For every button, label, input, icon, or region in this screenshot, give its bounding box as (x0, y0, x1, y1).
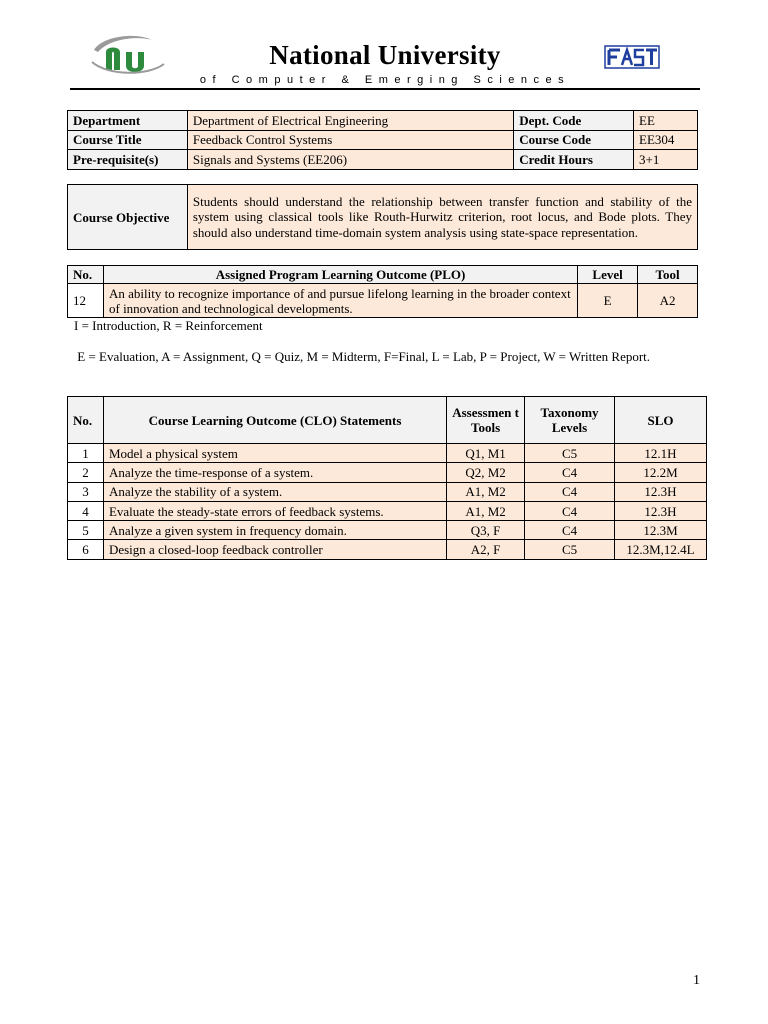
table-header-row (68, 397, 707, 444)
clo-tools: Q3, F (447, 521, 525, 540)
clo-slo: 12.3M (615, 521, 707, 540)
clo-table (67, 396, 707, 560)
clo-level: C4 (525, 521, 615, 540)
clo-tools: A1, M2 (447, 501, 525, 520)
info-label: Pre-requisite(s) (68, 150, 188, 170)
clo-text: Analyze a given system in frequency domain. (103, 521, 446, 540)
course-info-table (67, 110, 698, 170)
clo-slo: 12.3H (615, 482, 707, 501)
clo-tools: A2, F (447, 540, 525, 559)
info-value: EE304 (634, 130, 698, 150)
clo-slo: 12.3H (615, 501, 707, 520)
clo-level: C5 (525, 540, 615, 559)
clo-text: Model a physical system (103, 444, 446, 463)
clo-slo: 12.2M (615, 463, 707, 482)
clo-number: 1 (68, 444, 104, 463)
table-row (68, 482, 707, 501)
clo-slo: 12.3M,12.4L (615, 540, 707, 559)
column-header: Assessmen t Tools (447, 397, 525, 444)
table-row (68, 111, 698, 131)
plo-level: E (578, 284, 638, 318)
clo-text: Design a closed-loop feedback controller (103, 540, 446, 559)
column-header: SLO (615, 397, 707, 444)
clo-level: C4 (525, 482, 615, 501)
info-label: Course Code (514, 130, 634, 150)
page-header (70, 30, 700, 92)
clo-tools: A1, M2 (447, 482, 525, 501)
plo-tool: A2 (638, 284, 698, 318)
table-row (68, 501, 707, 520)
clo-tools: Q2, M2 (447, 463, 525, 482)
clo-text: Evaluate the steady-state errors of feedback systems. (103, 501, 446, 520)
info-value: Department of Electrical Engineering (187, 111, 513, 131)
clo-text: Analyze the time-response of a system. (103, 463, 446, 482)
column-header: Assigned Program Learning Outcome (PLO) (103, 266, 577, 284)
table-row (68, 185, 698, 250)
fast-logo-icon (604, 44, 660, 70)
plo-text: An ability to recognize importance of and pursue lifelong learning in the broader context of innovation and technological developments. (103, 284, 577, 318)
column-header: Level (578, 266, 638, 284)
clo-level: C4 (525, 501, 615, 520)
header-divider (70, 88, 700, 90)
info-label: Credit Hours (514, 150, 634, 170)
table-row (68, 284, 698, 318)
info-value: EE (634, 111, 698, 131)
info-label: Course Title (68, 130, 188, 150)
table-row (68, 463, 707, 482)
university-subtitle: of Computer & Emerging Sciences (199, 74, 571, 86)
objective-text: Students should understand the relationship between transfer function and stability of the system using classical tools like Routh-Hurwitz criterion, root locus, and Bode plots. They should also understand time-domain system analysis using state-space representation. (187, 185, 697, 250)
info-value: Feedback Control Systems (187, 130, 513, 150)
levels-legend: I = Introduction, R = Reinforcement (74, 318, 263, 333)
info-value: Signals and Systems (EE206) (187, 150, 513, 170)
column-header: No. (68, 397, 104, 444)
course-objective-table (67, 184, 698, 250)
clo-tools: Q1, M1 (447, 444, 525, 463)
clo-slo: 12.1H (615, 444, 707, 463)
table-row (68, 540, 707, 559)
clo-number: 4 (68, 501, 104, 520)
university-name: National University (269, 40, 501, 70)
clo-number: 3 (68, 482, 104, 501)
clo-text: Analyze the stability of a system. (103, 482, 446, 501)
clo-number: 2 (68, 463, 104, 482)
table-row (68, 150, 698, 170)
clo-number: 5 (68, 521, 104, 540)
table-row (68, 521, 707, 540)
table-row (68, 444, 707, 463)
info-value: 3+1 (634, 150, 698, 170)
column-header: No. (68, 266, 104, 284)
column-header: Taxonomy Levels (525, 397, 615, 444)
column-header: Course Learning Outcome (CLO) Statements (103, 397, 446, 444)
plo-table (67, 265, 698, 318)
info-label: Department (68, 111, 188, 131)
table-row (68, 130, 698, 150)
info-label: Dept. Code (514, 111, 634, 131)
objective-label: Course Objective (68, 185, 188, 250)
plo-number: 12 (68, 284, 104, 318)
tools-legend-text: E = Evaluation, A = Assignment, Q = Quiz, M = Midterm, F=Final, L = Lab, P = Project, W = Written Report. (77, 349, 651, 364)
table-header-row (68, 266, 698, 284)
page-number: 1 (693, 973, 700, 988)
column-header: Tool (638, 266, 698, 284)
clo-number: 6 (68, 540, 104, 559)
tools-legend (74, 349, 692, 365)
clo-level: C4 (525, 463, 615, 482)
clo-level: C5 (525, 444, 615, 463)
